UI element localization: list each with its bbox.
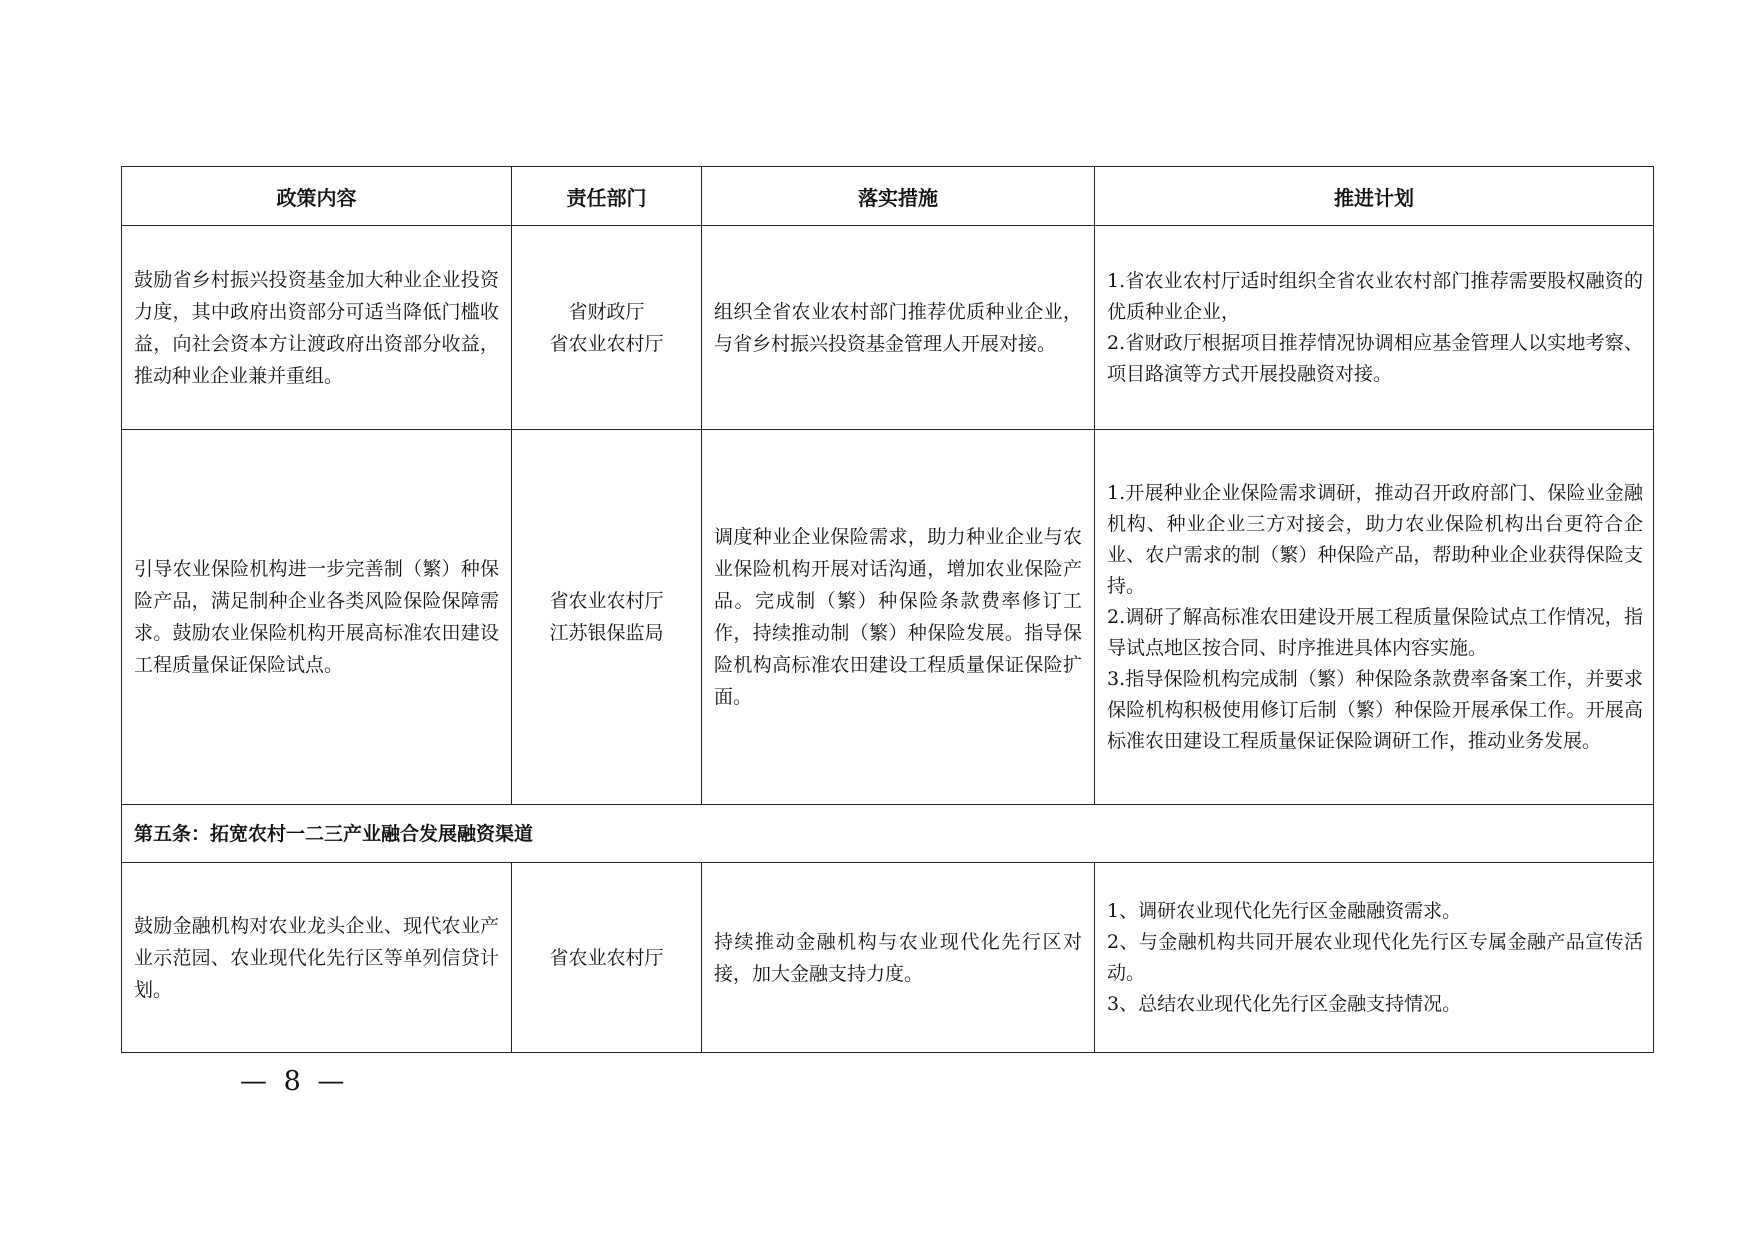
table-row — [122, 430, 1654, 805]
header-progress-plan: 推进计划 — [1095, 167, 1654, 226]
plan-item: 1、调研农业现代化先行区金融融资需求。 — [1107, 899, 1462, 922]
responsible-department-cell — [512, 863, 702, 1053]
section-heading-row — [122, 805, 1654, 863]
table-row — [122, 863, 1654, 1053]
implementation-measures-cell: 调度种业企业保险需求，助力种业企业与农业保险机构开展对话沟通，增加农业保险产品。完成制（繁）种保险条款费率修订工作，持续推动制（繁）种保险发展。指导保险机构高标准农田建设工程质量保证保险扩面。 — [702, 430, 1095, 805]
header-implementation-measures: 落实措施 — [702, 167, 1095, 226]
page-number: — 8 — — [240, 1066, 349, 1097]
progress-plan-cell — [1095, 430, 1654, 805]
policy-content-cell: 引导农业保险机构进一步完善制（繁）种保险产品，满足制种企业各类风险保险保障需求。鼓励农业保险机构开展高标准农田建设工程质量保证保险试点。 — [122, 430, 512, 805]
progress-plan-cell — [1095, 863, 1654, 1053]
plan-item: 2、与金融机构共同开展农业现代化先行区专属金融产品宣传活动。 — [1107, 930, 1643, 984]
table-row — [122, 226, 1654, 430]
table-header-row — [122, 167, 1654, 226]
department-name: 省农业农村厅 — [549, 590, 664, 612]
responsible-department-cell — [512, 430, 702, 805]
implementation-measures-cell: 持续推动金融机构与农业现代化先行区对接，加大金融支持力度。 — [702, 863, 1095, 1053]
plan-item: 3、总结农业现代化先行区金融支持情况。 — [1107, 992, 1462, 1015]
plan-item: 1.省农业农村厅适时组织全省农业农村部门推荐需要股权融资的优质种业企业， — [1107, 269, 1643, 323]
header-responsible-department: 责任部门 — [512, 167, 702, 226]
implementation-measures-cell: 组织全省农业农村部门推荐优质种业企业，与省乡村振兴投资基金管理人开展对接。 — [702, 226, 1095, 430]
department-name: 省财政厅 — [568, 300, 645, 323]
progress-plan-cell — [1095, 226, 1654, 430]
policy-content-cell: 鼓励金融机构对农业龙头企业、现代农业产业示范园、农业现代化先行区等单列信贷计划。 — [122, 863, 512, 1053]
responsible-department-cell — [512, 226, 702, 430]
plan-item: 2.省财政厅根据项目推荐情况协调相应基金管理人以实地考察、项目路演等方式开展投融资对接。 — [1107, 331, 1643, 385]
header-policy-content: 政策内容 — [122, 167, 512, 226]
plan-item: 3.指导保险机构完成制（繁）种保险条款费率备案工作，并要求保险机构积极使用修订后制（繁）种保险开展承保工作。开展高标准农田建设工程质量保证保险调研工作，推动业务发展。 — [1107, 667, 1643, 752]
section-heading: 第五条：拓宽农村一二三产业融合发展融资渠道 — [122, 805, 1654, 863]
plan-item: 1.开展种业企业保险需求调研，推动召开政府部门、保险业金融机构、种业企业三方对接会，助力农业保险机构出台更符合企业、农户需求的制（繁）种保险产品，帮助种业企业获得保险支持。 — [1107, 481, 1643, 597]
department-name: 省农业农村厅 — [549, 946, 664, 969]
department-name: 江苏银保监局 — [549, 622, 664, 644]
plan-item: 2.调研了解高标准农田建设开展工程质量保险试点工作情况，指导试点地区按合同、时序推进具体内容实施。 — [1107, 605, 1643, 659]
department-name: 省农业农村厅 — [549, 332, 664, 355]
policy-table — [121, 166, 1654, 1053]
policy-content-cell: 鼓励省乡村振兴投资基金加大种业企业投资力度，其中政府出资部分可适当降低门槛收益，向社会资本方让渡政府出资部分收益，推动种业企业兼并重组。 — [122, 226, 512, 430]
